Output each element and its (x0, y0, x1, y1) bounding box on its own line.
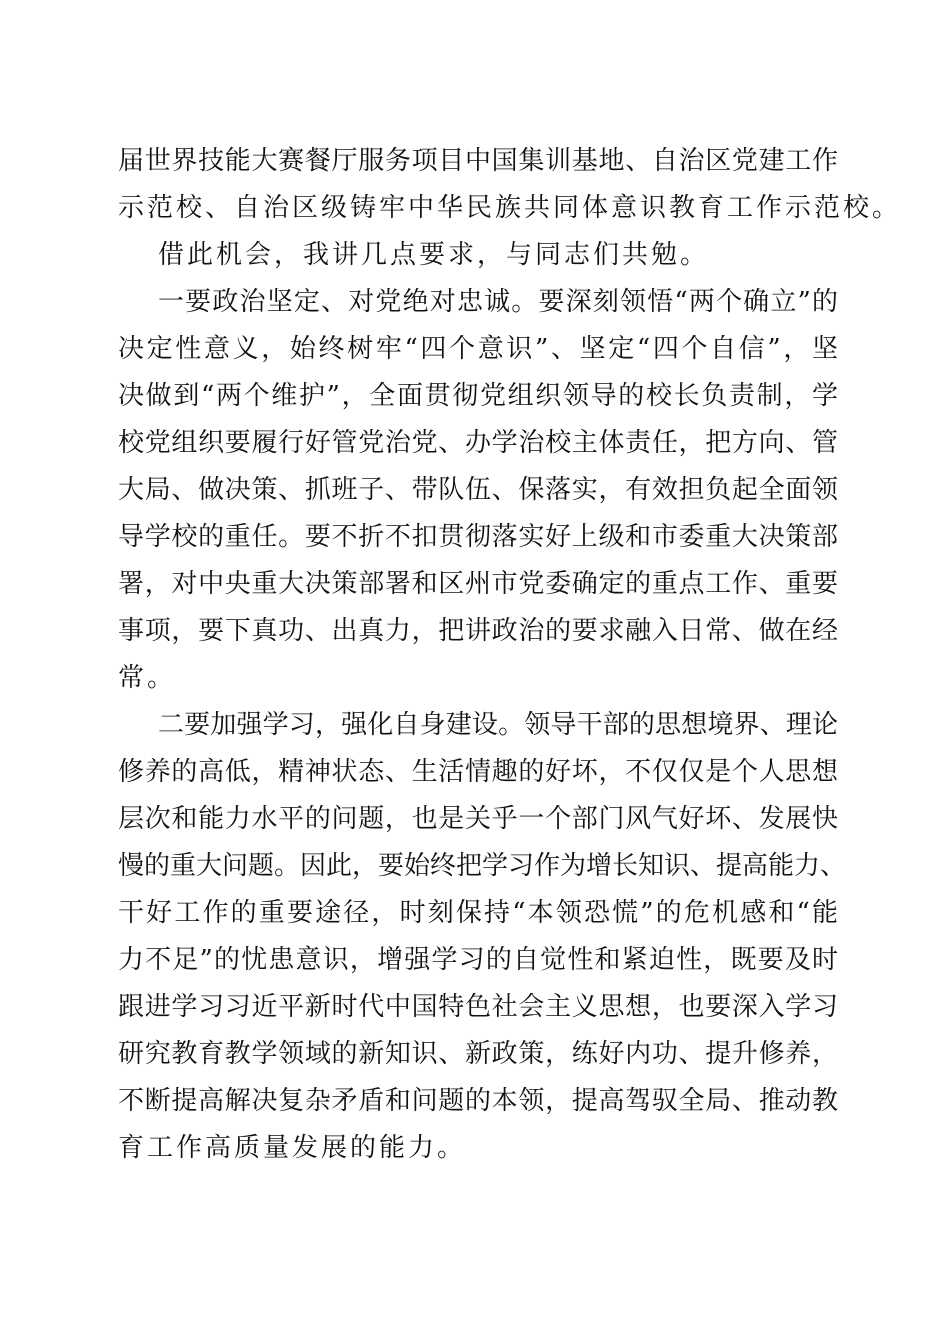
text-line: 层次和能力水平的问题，也是关乎一个部门风气好坏、发展快 (118, 804, 838, 834)
text-line: 跟进学习习近平新时代中国特色社会主义思想，也要深入学习 (118, 992, 838, 1022)
text-line: 一要政治坚定、对党绝对忠诚。要深刻领悟“两个确立”的 (158, 287, 838, 317)
text-line: 大局、做决策、抓班子、带队伍、保落实，有效担负起全面领 (118, 475, 838, 505)
text-line: 届世界技能大赛餐厅服务项目中国集训基地、自治区党建工作 (118, 146, 838, 176)
paragraph (118, 138, 902, 232)
text-line: 修养的高低，精神状态、生活情趣的好坏，不仅仅是个人思想 (118, 757, 838, 787)
text-line: 常。 (118, 663, 177, 693)
text-line: 研究教育教学领域的新知识、新政策，练好内功、提升修养， (118, 1039, 838, 1069)
text-line: 二要加强学习，强化自身建设。领导干部的思想境界、理论 (158, 710, 838, 740)
text-line: 慢的重大问题。因此，要始终把学习作为增长知识、提高能力、 (118, 851, 847, 881)
text-line: 决定性意义，始终树牢“四个意识”、坚定“四个自信”，坚 (118, 334, 838, 364)
text-line: 署，对中央重大决策部署和区州市党委确定的重点工作、重要 (118, 569, 838, 599)
paragraph (118, 702, 847, 1172)
text-line: 导学校的重任。要不折不扣贯彻落实好上级和市委重大决策部 (118, 522, 838, 552)
text-line: 校党组织要履行好管党治党、办学治校主体责任，把方向、管 (118, 428, 838, 458)
text-line: 示范校、自治区级铸牢中华民族共同体意识教育工作示范校。 (118, 193, 902, 223)
text-line: 力不足”的忧患意识，增强学习的自觉性和紧迫性，既要及时 (118, 945, 838, 975)
text-line: 干好工作的重要途径，时刻保持“本领恐慌”的危机感和“能 (118, 898, 838, 928)
paragraph (118, 279, 838, 702)
text-line: 不断提高解决复杂矛盾和问题的本领，提高驾驭全局、推动教 (118, 1086, 838, 1116)
document-body (118, 138, 902, 1172)
text-line: 决做到“两个维护”，全面贯彻党组织领导的校长负责制，学 (118, 381, 838, 411)
text-line: 事项，要下真功、出真力，把讲政治的要求融入日常、做在经 (118, 616, 838, 646)
text-line: 育工作高质量发展的能力。 (118, 1133, 467, 1163)
text-line: 借此机会，我讲几点要求，与同志们共勉。 (158, 240, 710, 270)
paragraph (118, 232, 838, 279)
